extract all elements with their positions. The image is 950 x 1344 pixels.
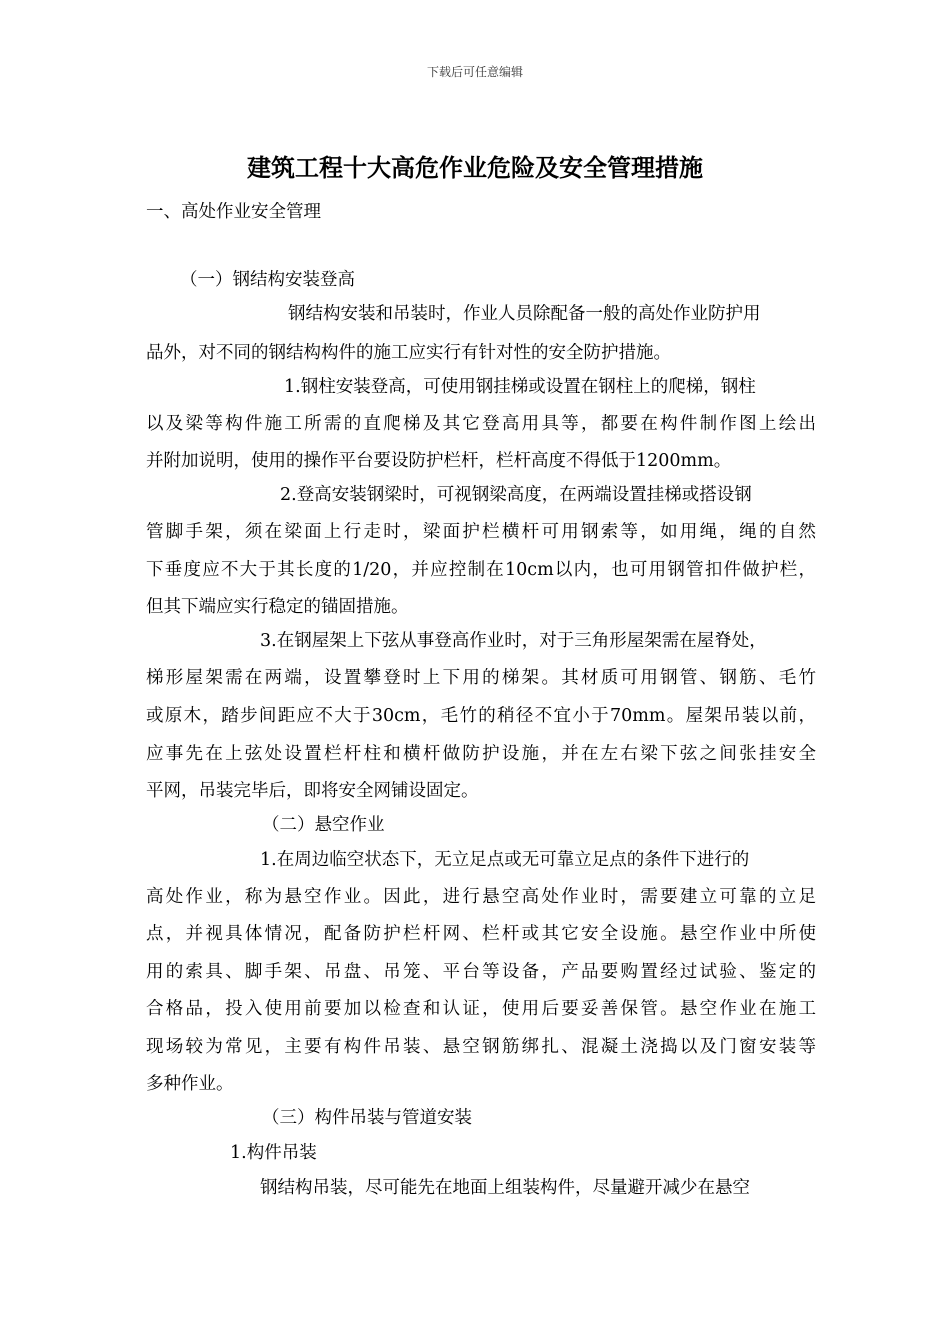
- header-note: 下载后可任意编辑: [426, 65, 523, 79]
- text-line: 平网，吊装完毕后，即将安全网铺设固定。: [146, 781, 479, 801]
- text-line: 品外，对不同的钢结构构件的施工应实行有针对性的安全防护措施。: [146, 343, 671, 363]
- text-line: 3.在钢屋架上下弦从事登高作业时，对于三角形屋架需在屋脊处，: [260, 631, 767, 651]
- text-line: 以及梁等构件施工所需的直爬梯及其它登高用具等，都要在构件制作图上绘出: [146, 414, 816, 434]
- text-line: 用的索具、脚手架、吊盘、吊笼、平台等设备，产品要购置经过试验、鉴定的: [146, 962, 816, 982]
- text-line: 1.构件吊装: [230, 1143, 317, 1163]
- text-line: 现场较为常见，主要有构件吊装、悬空钢筋绑扎、混凝土浇捣以及门窗安装等: [146, 1037, 816, 1057]
- document-title: 建筑工程十大高危作业危险及安全管理措施: [247, 154, 703, 182]
- text-line: 多种作业。: [146, 1074, 234, 1094]
- text-line: 点，并视具体情况，配备防护栏杆网、栏杆或其它安全设施。悬空作业中所使: [146, 924, 816, 944]
- text-line: 一、高处作业安全管理: [146, 202, 321, 222]
- text-line: 合格品，投入使用前要加以检查和认证，使用后要妥善保管。悬空作业在施工: [146, 999, 816, 1019]
- text-line: 钢结构吊装，尽可能先在地面上组装构件，尽量避开减少在悬空: [260, 1178, 750, 1198]
- text-line: （一）钢结构安装登高: [180, 270, 355, 290]
- text-line: （三）构件吊装与管道安装: [262, 1108, 472, 1128]
- text-line: 钢结构安装和吊装时，作业人员除配备一般的高处作业防护用: [288, 304, 761, 324]
- text-line: 1.钢柱安装登高，可使用钢挂梯或设置在钢柱上的爬梯，钢柱: [284, 377, 756, 397]
- text-line: 但其下端应实行稳定的锚固措施。: [146, 597, 409, 617]
- text-line: 1.在周边临空状态下，无立足点或无可靠立足点的条件下进行的: [260, 850, 750, 870]
- text-line: 或原木，踏步间距应不大于30cm，毛竹的稍径不宜小于70mm。屋架吊装以前，: [146, 706, 816, 726]
- text-line: 下垂度应不大于其长度的1/20，并应控制在10cm以内，也可用钢管扣件做护栏，: [146, 560, 816, 580]
- text-line: 并附加说明，使用的操作平台要设防护栏杆，栏杆高度不得低于1200mm。: [146, 451, 732, 471]
- text-line: 应事先在上弦处设置栏杆柱和横杆做防护设施，并在左右梁下弦之间张挂安全: [146, 744, 816, 764]
- text-line: 管脚手架，须在梁面上行走时，梁面护栏横杆可用钢索等，如用绳，绳的自然: [146, 522, 816, 542]
- text-line: 2.登高安装钢梁时，可视钢梁高度，在两端设置挂梯或搭设钢: [280, 485, 752, 505]
- text-line: 高处作业，称为悬空作业。因此，进行悬空高处作业时，需要建立可靠的立足: [146, 887, 816, 907]
- text-line: （二）悬空作业: [262, 815, 385, 835]
- text-line: 梯形屋架需在两端，设置攀登时上下用的梯架。其材质可用钢管、钢筋、毛竹: [146, 668, 816, 688]
